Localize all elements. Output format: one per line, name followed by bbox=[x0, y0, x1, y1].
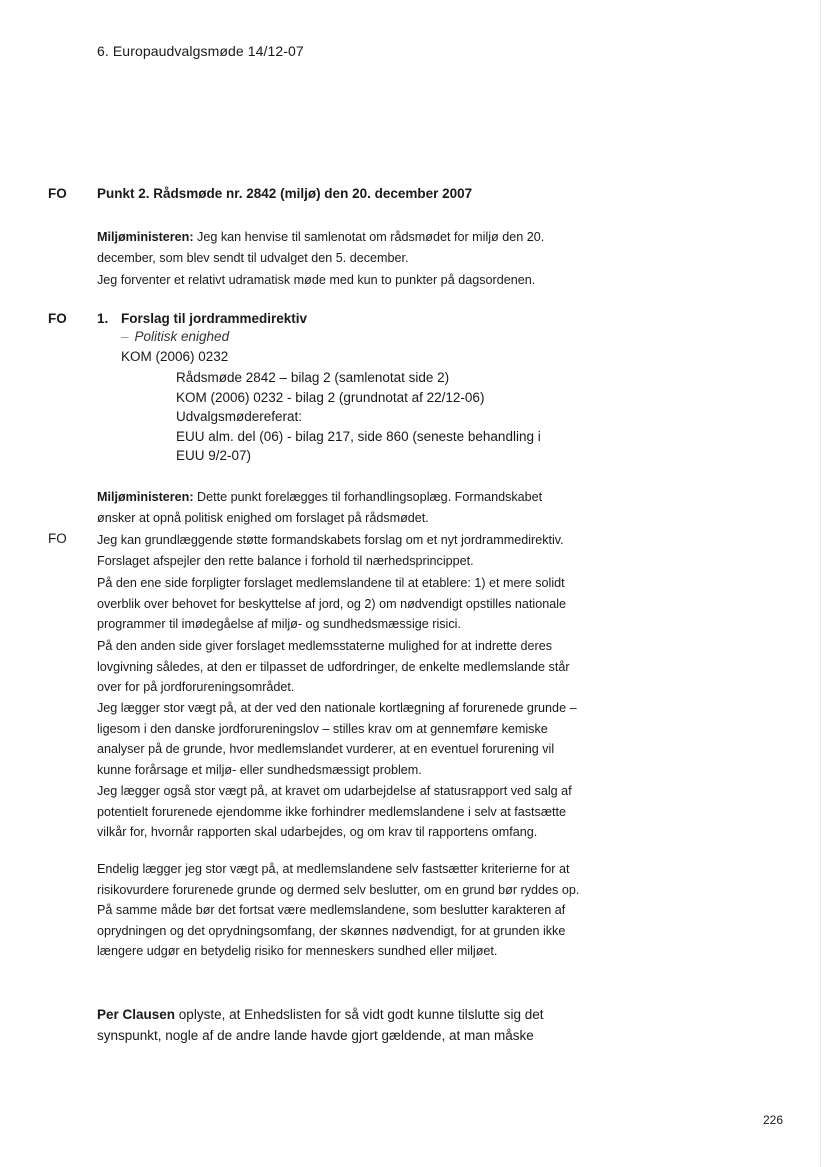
speaker-name: Miljøministeren: bbox=[97, 490, 194, 504]
agenda-item-reference: KOM (2006) 0232 bbox=[121, 349, 229, 364]
agenda-item-number: 1. bbox=[97, 311, 109, 326]
section-heading: Punkt 2. Rådsmøde nr. 2842 (miljø) den 20. december 2007 bbox=[97, 186, 473, 201]
reference-line: Rådsmøde 2842 – bilag 2 (samlenotat side 2) bbox=[176, 370, 450, 385]
reference-list bbox=[176, 368, 576, 466]
body-text: Dette punkt forelægges til forhandlingsoplæg. Formandskabet ønsker at opnå politisk enighed om forslaget på rådsmødet. bbox=[97, 490, 543, 525]
document-header: 6. Europaudvalgsmøde 14/12-07 bbox=[97, 43, 304, 59]
agenda-item-text: Forslag til jordrammedirektiv bbox=[121, 311, 308, 326]
margin-mark-fo: FO bbox=[48, 311, 67, 326]
body-paragraph: På den ene side forpligter forslaget medlemslandene til at etablere: 1) et mere solidt overblik over behovet for beskyttelse af jord, og 2) om nødvendigt opstilles nationale programmer til imødegåelse af miljø- og sundhedsmæssige risici. bbox=[97, 576, 567, 631]
body-paragraph: Jeg lægger også stor vægt på, at kravet om udarbejdelse af statusrapport ved salg af potentielt forurenede ejendomme ikke forhindrer medlemslandene i selv at fastsætte vilkår for, hvornår rapporten skal udarbejdes, og om krav til rapportens omfang. bbox=[97, 784, 572, 839]
margin-mark-fo: FO bbox=[48, 186, 67, 201]
page-number: 226 bbox=[763, 1113, 784, 1127]
body-paragraph: Jeg kan grundlæggende støtte formandskabets forslag om et nyt jordrammedirektiv. Forslaget afspejler den rette balance i forhold til nærhedsprincippet. bbox=[97, 533, 564, 568]
margin-mark-fo: FO bbox=[48, 531, 67, 546]
speaker-name: Per Clausen bbox=[97, 1007, 176, 1022]
reference-line: KOM (2006) 0232 - bilag 2 (grundnotat af 22/12-06) bbox=[176, 389, 485, 405]
scan-edge-line bbox=[820, 0, 821, 1167]
body-paragraph: På den anden side giver forslaget medlemsstaterne mulighed for at indrette deres lovgivning således, at den er tilpasset de udfordringer, de enkelte medlemslande står over for på jordforureningsområdet. bbox=[97, 639, 570, 694]
reference-line: EUU 9/2-07) bbox=[176, 448, 252, 463]
body-paragraph bbox=[97, 487, 582, 528]
agenda-item-subtitle-text: Politisk enighed bbox=[134, 329, 230, 344]
intro-paragraph bbox=[97, 227, 582, 268]
body-paragraph: Endelig lægger jeg stor vægt på, at medlemslandene selv fastsætter kriterierne for at risikovurdere forurenede grunde og dermed selv beslutter, om en grund bør ryddes op. På samme måde bør det fortsat være medlemslandene, som beslutter karakteren af oprydningen og det oprydningsomfang, der skønnes nødvendigt, for at grunden ikke længere udgør en betydelig risiko for menneskers sundhed eller miljøet. bbox=[97, 862, 580, 958]
dash-mark: – bbox=[121, 329, 129, 344]
body-text: oplyste, at Enhedslisten for så vidt godt kunne tilslutte sig det synspunkt, nogle af de andre lande havde gjort gældende, at man måske bbox=[97, 1007, 544, 1043]
reference-line: EUU alm. del (06) - bilag 217, side 860 (seneste behandling i bbox=[176, 428, 541, 444]
speaker-name: Miljøministeren: bbox=[97, 230, 194, 244]
agenda-item-title bbox=[97, 311, 307, 326]
body-paragraph bbox=[97, 1005, 587, 1046]
reference-line: Udvalgsmødereferat: bbox=[176, 409, 303, 424]
intro-paragraph-2: Jeg forventer et relativt udramatisk møde med kun to punkter på dagsordenen. bbox=[97, 273, 536, 287]
intro-text: Jeg kan henvise til samlenotat om rådsmødet for miljø den 20. december, som blev sendt til udvalget den 5. december. bbox=[97, 230, 545, 265]
agenda-item-subtitle bbox=[121, 329, 229, 344]
body-paragraph: Jeg lægger stor vægt på, at der ved den nationale kortlægning af forurenede grunde – ligesom i den danske jordforureningslov – stilles krav om at gennemføre kemiske analyser på de grunde, hvor medlemslandet vurderer, at en eventuel forurening vil kunne forårsage et miljø- eller sundhedsmæssigt problem. bbox=[97, 701, 577, 777]
